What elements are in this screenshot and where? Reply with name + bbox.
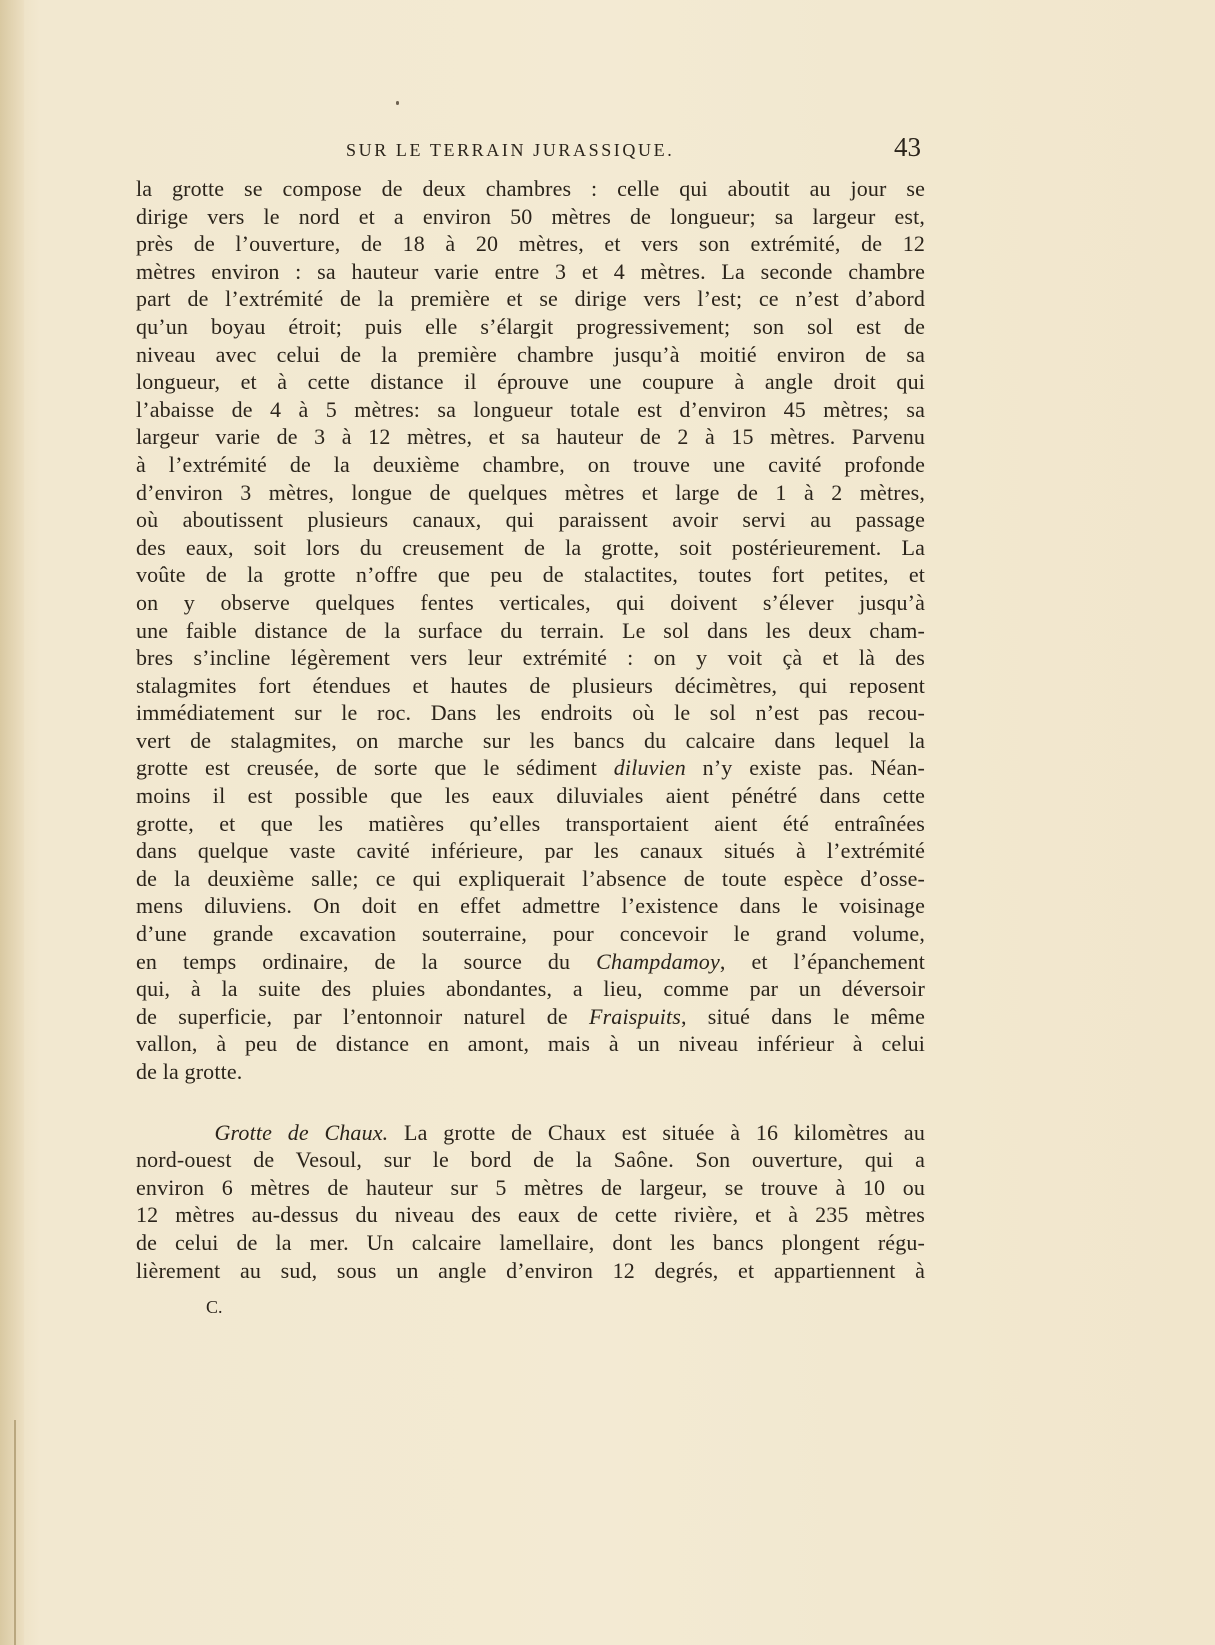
binding-gutter: [0, 0, 24, 1645]
text-segment: , situé dans le même: [680, 1003, 925, 1029]
text-line: niveau avec celui de la première chambre jusqu’à moitié environ de sa: [136, 341, 925, 367]
text-line: immédiatement sur le roc. Dans les endroits où le sol n’est pas recou-: [136, 700, 925, 726]
text-line: lièrement au sud, sous un angle d’environ 12 degrés, et appartiennent à: [136, 1257, 925, 1283]
text-line: où aboutissent plusieurs canaux, qui paraissent avoir servi au passage: [136, 507, 925, 533]
text-line: l’abaisse de 4 à 5 mètres: sa longueur totale est d’environ 45 mètres; sa: [136, 396, 925, 422]
text-line: de la grotte.: [136, 1059, 243, 1084]
gutter-line: [14, 1420, 16, 1645]
italic-place-name: Fraispuits: [589, 1003, 681, 1029]
text-line: environ 6 mètres de hauteur sur 5 mètres de largeur, se trouve à 10 ou: [136, 1174, 925, 1200]
text-line: mens diluviens. On doit en effet admettre l’existence dans le voisinage: [136, 893, 925, 919]
text-segment: grotte est creusée, de sorte que le sédiment: [136, 755, 614, 781]
text-line: 12 mètres au-dessus du niveau des eaux de cette rivière, et à 235 mètres: [136, 1202, 925, 1228]
text-line: une faible distance de la surface du terrain. Le sol dans les deux cham-: [136, 617, 925, 643]
page-number: 43: [894, 132, 921, 162]
text-line: largeur varie de 3 à 12 mètres, et sa hauteur de 2 à 15 mètres. Parvenu: [136, 424, 925, 450]
signature-mark: C.: [206, 1297, 223, 1317]
running-head: [136, 132, 921, 166]
text-line: bres s’incline légèrement vers leur extrémité : on y voit çà et là des: [136, 645, 925, 671]
text-segment: , et l’épanchement: [719, 948, 925, 974]
text-line: vert de stalagmites, on marche sur les bancs du calcaire dans lequel la: [136, 727, 925, 753]
section-first-line: [136, 1119, 925, 1147]
text-line: des eaux, soit lors du creusement de la grotte, soit postérieurement. La: [136, 534, 925, 560]
text-line: dans quelque vaste cavité inférieure, par les canaux situés à l’extrémité: [136, 838, 925, 864]
ink-dot: [396, 101, 399, 105]
text-line: vallon, à peu de distance en amont, mais à un niveau inférieur à celui: [136, 1031, 925, 1057]
paragraph-gap: [136, 1086, 925, 1119]
text-line: stalagmites fort étendues et hautes de plusieurs décimètres, qui reposent: [136, 672, 925, 698]
text-segment: n’y existe pas. Néan-: [685, 755, 925, 781]
text-segment: en temps ordinaire, de la source du: [136, 948, 597, 974]
text-line: dirige vers le nord et a environ 50 mètres de longueur; sa largeur est,: [136, 203, 925, 229]
text-segment: La grotte de Chaux est située à 16 kilomètres au: [388, 1119, 925, 1145]
text-line: d’une grande excavation souterraine, pour concevoir le grand volume,: [136, 921, 925, 947]
text-line: longueur, et à cette distance il éprouve une coupure à angle droit qui: [136, 369, 925, 395]
italic-place-name: Champdamoy: [596, 948, 720, 974]
running-title: SUR LE TERRAIN JURASSIQUE.: [346, 140, 675, 160]
text-line: de la deuxième salle; ce qui expliquerait l’absence de toute espèce d’osse-: [136, 865, 925, 891]
text-line: qu’un boyau étroit; puis elle s’élargit progressivement; son sol est de: [136, 313, 925, 339]
text-line: près de l’ouverture, de 18 à 20 mètres, et vers son extrémité, de 12: [136, 231, 925, 257]
text-line: la grotte se compose de deux chambres : celle qui aboutit au jour se: [136, 176, 925, 201]
text-line: d’environ 3 mètres, longue de quelques mètres et large de 1 à 2 mètres,: [136, 479, 925, 505]
text-line: mètres environ : sa hauteur varie entre 3 et 4 mètres. La seconde chambre: [136, 258, 925, 284]
text-line: voûte de la grotte n’offre que peu de stalactites, toutes fort petites, et: [136, 562, 925, 588]
section-heading: Grotte de Chaux.: [214, 1119, 389, 1145]
text-line: nord-ouest de Vesoul, sur le bord de la Saône. Son ouverture, qui a: [136, 1147, 925, 1173]
text-line: grotte, et que les matières qu’elles transportaient aient été entraînées: [136, 810, 925, 836]
text-line-with-italic: [136, 1003, 925, 1031]
text-line: on y observe quelques fentes verticales, qui doivent s’élever jusqu’à: [136, 589, 925, 615]
text-line: moins il est possible que les eaux diluviales aient pénétré dans cette: [136, 783, 925, 809]
body-text: [136, 175, 925, 1284]
text-line-with-italic: [136, 754, 925, 782]
text-line: à l’extrémité de la deuxième chambre, on trouve une cavité profonde: [136, 451, 925, 477]
italic-term: diluvien: [613, 755, 686, 781]
text-line: part de l’extrémité de la première et se dirige vers l’est; ce n’est d’abord: [136, 286, 925, 312]
text-line-with-italic: [136, 948, 925, 976]
text-line: qui, à la suite des pluies abondantes, a lieu, comme par un déversoir: [136, 976, 925, 1002]
text-segment: de superficie, par l’entonnoir naturel de: [136, 1003, 589, 1029]
text-line: de celui de la mer. Un calcaire lamellaire, dont les bancs plongent régu-: [136, 1229, 925, 1255]
